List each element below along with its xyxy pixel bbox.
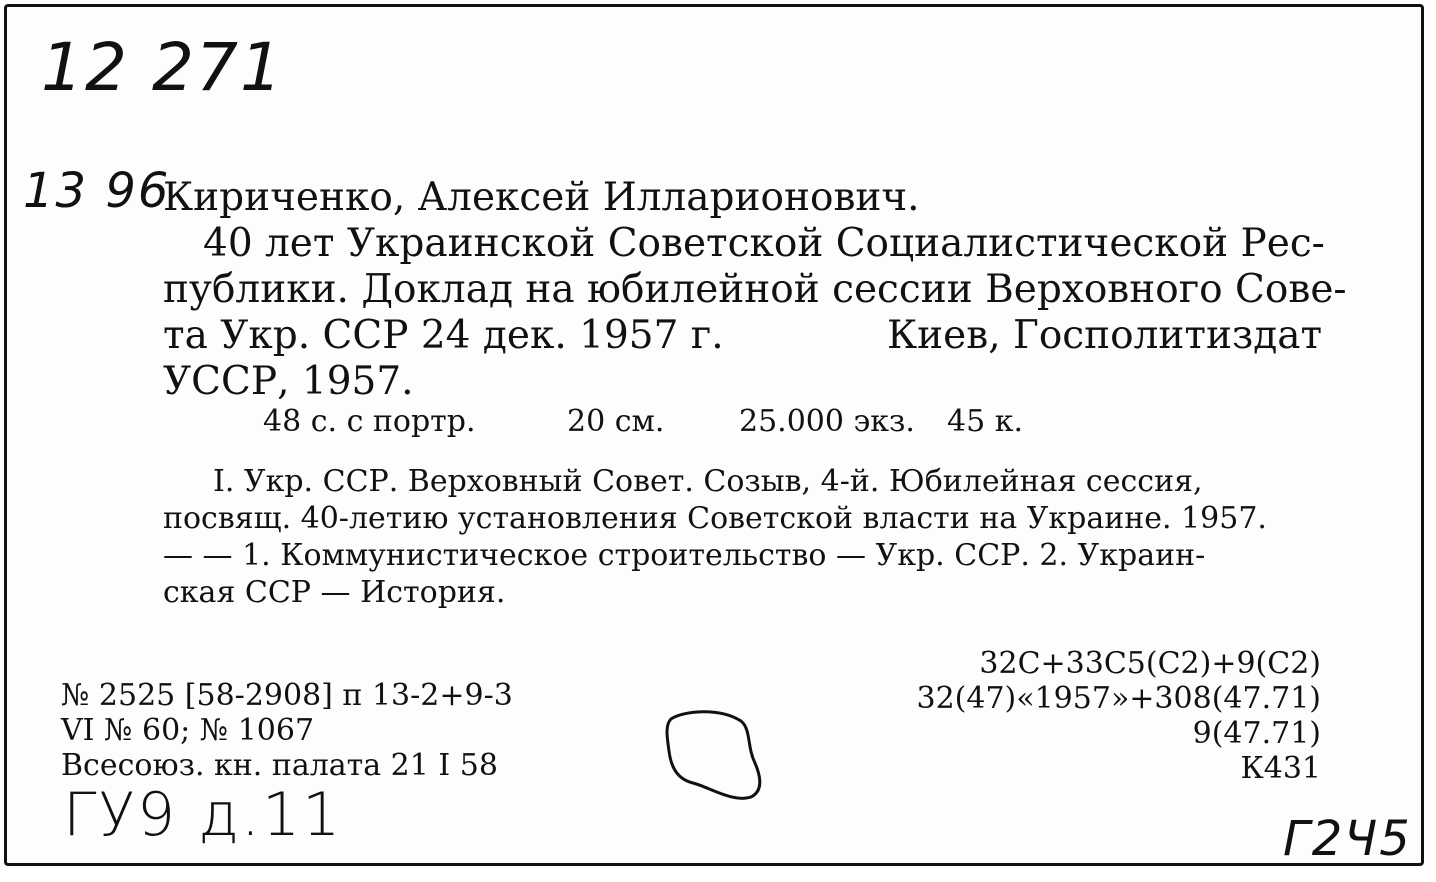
subject-line: посвящ. 40-летию установления Советской власти на Украине. 1957. [163,501,1267,536]
imprint-place: Киев, Госполитиздат [887,313,1323,358]
registry-number: № 2525 [58-2908] п 13-2+9-3 [61,678,513,713]
classification-index: 9(47.71) [1192,716,1321,751]
handwritten-bottom-mark: ГУ9 д.11 [63,780,343,850]
price: 45 к. [947,404,1023,439]
title-line: та Укр. ССР 24 дек. 1957 г. [163,313,724,358]
handwritten-bottom-right-mark: Г2Ч5 [1283,811,1412,867]
title-line: УССР, 1957. [163,359,414,404]
book-size: 20 см. [567,404,665,439]
title-line: публики. Доклад на юбилейной сессии Верховного Сове- [163,267,1347,312]
registry-volume: VI № 60; № 1067 [61,713,315,748]
title-line: 40 лет Украинской Советской Социалистической Рес- [203,221,1325,266]
handwritten-shelf-mark: 13 96 [23,163,171,219]
author-mark: К431 [1240,751,1321,786]
subject-line: — — 1. Коммунистическое строительство — Укр. ССР. 2. Украин- [163,538,1206,573]
print-run: 25.000 экз. [739,404,915,439]
stamp-outline [663,707,767,803]
author-heading: Кириченко, Алексей Илларионович. [163,175,920,220]
registry-chamber: Всесоюз. кн. палата 21 I 58 [61,748,498,783]
classification-index: 32(47)«1957»+308(47.71) [916,681,1321,716]
classification-index: 32С+33С5(С2)+9(С2) [979,646,1321,681]
subject-line: ская ССР — История. [163,575,506,610]
subject-line: I. Укр. ССР. Верховный Совет. Созыв, 4-й. Юбилейная сессия, [213,464,1203,499]
catalog-card [4,4,1424,866]
handwritten-call-number: 12 271 [41,29,284,106]
collation: 48 с. с портр. [263,404,476,439]
